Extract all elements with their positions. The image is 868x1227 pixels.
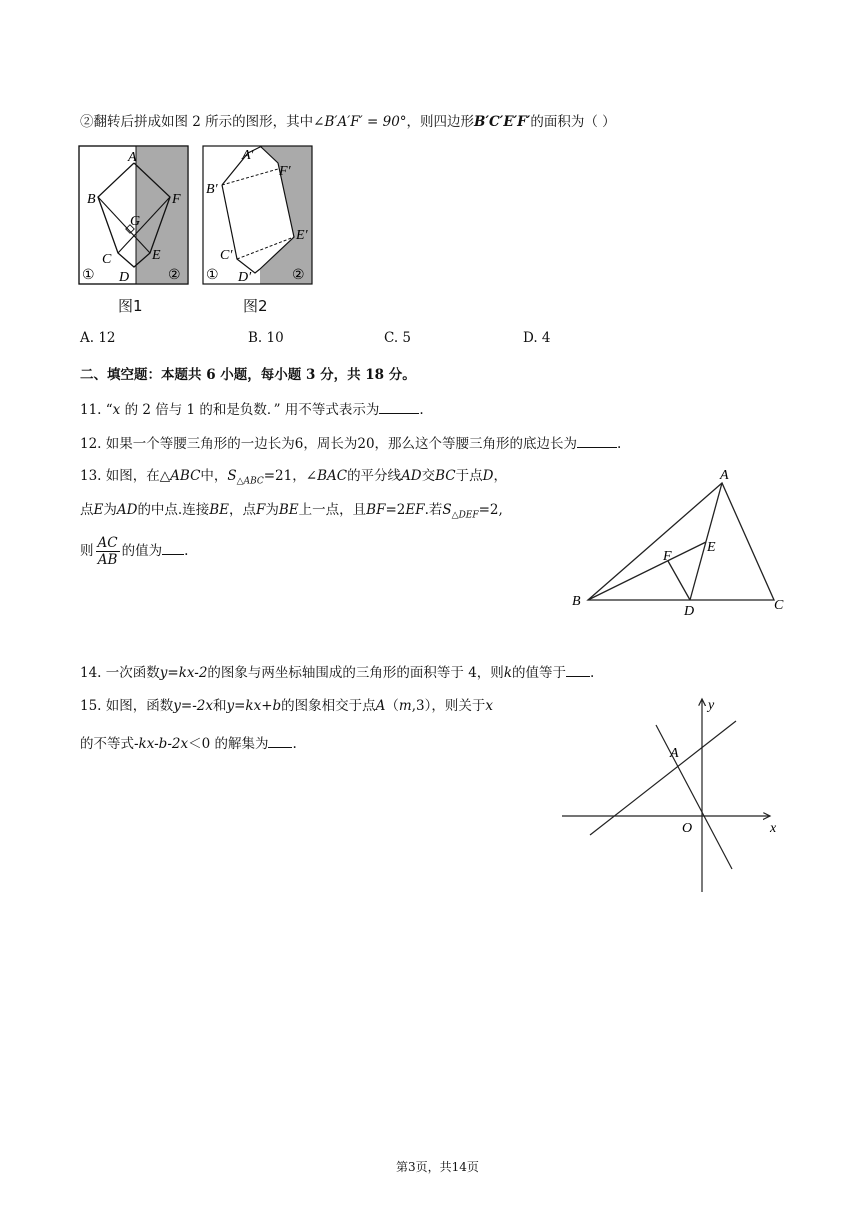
fig2-label-b: B′ [206,182,218,197]
fig2-label-a: A′ [242,148,254,163]
q13-fig-label-c: C [774,598,784,613]
q15-a: 15. 如图，函数 [80,698,174,714]
q15-answer-blank [268,733,292,748]
q15-x: x [485,698,493,714]
question-11 [80,399,424,419]
q15-fig-label-o: O [682,821,693,836]
q13-l2-BE: BE [209,502,230,518]
q13-l2-f: 上一点，且 [298,502,367,518]
q13-l1-bc: BC [435,468,456,484]
q14-d: . [590,665,595,681]
q13-l1-e: 交 [421,468,436,484]
q15-f2: y=kx+b [226,698,282,714]
q15-b: 和 [212,698,227,714]
q13-l2-AD: AD [116,502,138,518]
figure-1 [78,145,190,287]
figure-2-caption: 图2 [243,297,268,315]
q13-l2-F: F [256,502,266,518]
q14-a: 14. 一次函数 [80,665,160,681]
q13-l1-b: 中， [200,468,228,484]
q13-l1-d: 的平分线 [347,468,402,484]
q15-l2-b: ＜0 的解集为 [188,736,269,752]
q13-l1-f: 于点 [455,468,483,484]
question-15-line-2 [80,733,297,753]
question-14 [80,662,594,682]
fig1-label-c: C [102,252,112,267]
fig1-label-d: D [119,270,130,285]
q13-l1-bac: BAC [317,468,348,484]
q10-angle: ∠B′A′F′ = 90° [313,114,407,130]
option-c: C. 5 [384,330,412,346]
q13-l2-BF: BF [366,502,386,518]
question-13-line-2 [80,501,503,525]
option-a: A. 12 [80,330,116,346]
q13-l1-abc: ABC [170,468,201,484]
q13-l2-E: E [93,502,104,518]
q13-l1-D: D [482,468,494,484]
fig1-label-g: G [130,214,141,229]
question-15-line-1 [80,697,493,715]
q11-mid: 的 2 倍与 1 的和是负数．” 用不等式表示为 [120,402,380,418]
q11-post: . [419,402,424,418]
q15-e: ,3），则关于 [411,698,486,714]
q13-fig-label-f: F [663,549,672,564]
option-b: B. 10 [248,330,284,346]
q15-c: 的图象相交于点 [281,698,376,714]
q10-continuation [80,113,616,131]
q15-l2-a: 的不等式 [80,736,134,752]
q13-fig-label-e: E [707,540,716,555]
fig1-circle-2: ② [168,268,181,283]
q13-l2-g: =2 [385,502,406,518]
q13-fig-label-b: B [572,594,581,609]
q13-l2-e: 为 [265,502,279,518]
q13-l2-EF: EF [405,502,425,518]
q13-l2-S: S [442,502,452,518]
section-2-heading: 二、填空题：本题共 6 小题，每小题 3 分，共 18 分。 [80,367,416,383]
q13-l1-a: 13. 如图，在△ [80,468,171,484]
q15-d: （ [385,698,399,714]
q15-fig-label-x: x [770,821,777,836]
q10-text-b: ，则四边形 [406,114,475,130]
q15-fig-label-a: A [670,746,679,761]
q15-m: m [398,698,412,714]
q10-text-c: 的面积为（ ） [530,114,616,130]
q13-triangle-figure [566,465,792,625]
fig1-label-f: F [172,192,181,207]
q14-k: k [503,665,512,681]
q13-l1-sub: △ABC [236,476,264,487]
q15-f1: y=-2x [173,698,213,714]
q10-text-a: ②翻转后拼成如图 2 所示的图形，其中 [80,114,314,130]
q13-l2-h: .若 [424,502,443,518]
q10-quad: B′C′E′F′ [474,114,531,130]
q15-A: A [375,698,386,714]
question-13-line-3 [80,533,188,569]
question-12 [80,433,621,453]
fig1-label-a: A [128,150,137,165]
q12-text: 12. 如果一个等腰三角形的一边长为6，周长为20，那么这个等腰三角形的底边长为 [80,436,578,452]
fig2-label-e: E′ [296,228,308,243]
q11-x: x [112,402,121,418]
question-13-line-1 [80,467,507,491]
q13-fig-label-d: D [684,604,695,619]
q13-l3-post: 的值为 [121,543,163,559]
q14-answer-blank [566,662,590,677]
q11-pre: 11. “ [80,402,113,418]
q13-l1-ad: AD [401,468,422,484]
fig2-circle-2: ② [292,268,305,283]
q13-l2-c: 的中点.连接 [137,502,210,518]
q13-l3-end: . [184,543,189,559]
q15-fig-label-y: y [708,698,715,713]
q13-l1-s: S [227,468,237,484]
q13-fraction [96,535,120,568]
q13-l1-c: =21，∠ [263,468,318,484]
q13-l2-BE2: BE [278,502,299,518]
q14-b: 的图象与两坐标轴围成的三角形的面积等于 4，则 [207,665,504,681]
fig1-label-b: B [87,192,96,207]
option-d: D. 4 [523,330,551,346]
q13-l2-sub: △DEF [451,510,479,521]
fig2-label-f: F′ [279,164,291,179]
q13-frac-den: AB [97,552,118,568]
q12-answer-blank [577,433,617,448]
q15-l2-c: . [292,736,297,752]
q13-l1-g: ， [493,468,507,484]
q13-l2-a: 点 [80,502,94,518]
q13-l2-d: ，点 [229,502,257,518]
fig1-circle-1: ① [82,268,95,283]
q12-post: . [617,436,622,452]
q13-frac-num: AC [97,535,118,551]
fig2-label-d: D′ [238,270,252,285]
fig2-circle-1: ① [206,268,219,283]
q13-answer-blank [162,540,184,555]
q13-l3-pre: 则 [80,543,94,559]
q15-graph-figure [560,695,790,895]
q14-fn: y=kx-2 [159,665,208,681]
figure-2 [202,145,314,287]
q13-l2-b: 为 [103,502,117,518]
page-footer: 第3页，共14页 [396,1160,479,1174]
q14-c: 的值等于 [512,665,566,681]
q13-fig-label-a: A [720,468,729,483]
fig1-label-e: E [152,248,161,263]
q13-l2-i: =2, [478,502,503,518]
fig2-label-c: C′ [220,248,233,263]
q11-answer-blank [379,399,419,414]
q15-ineq: -kx-b-2x [134,736,189,752]
figure-1-caption: 图1 [118,297,143,315]
